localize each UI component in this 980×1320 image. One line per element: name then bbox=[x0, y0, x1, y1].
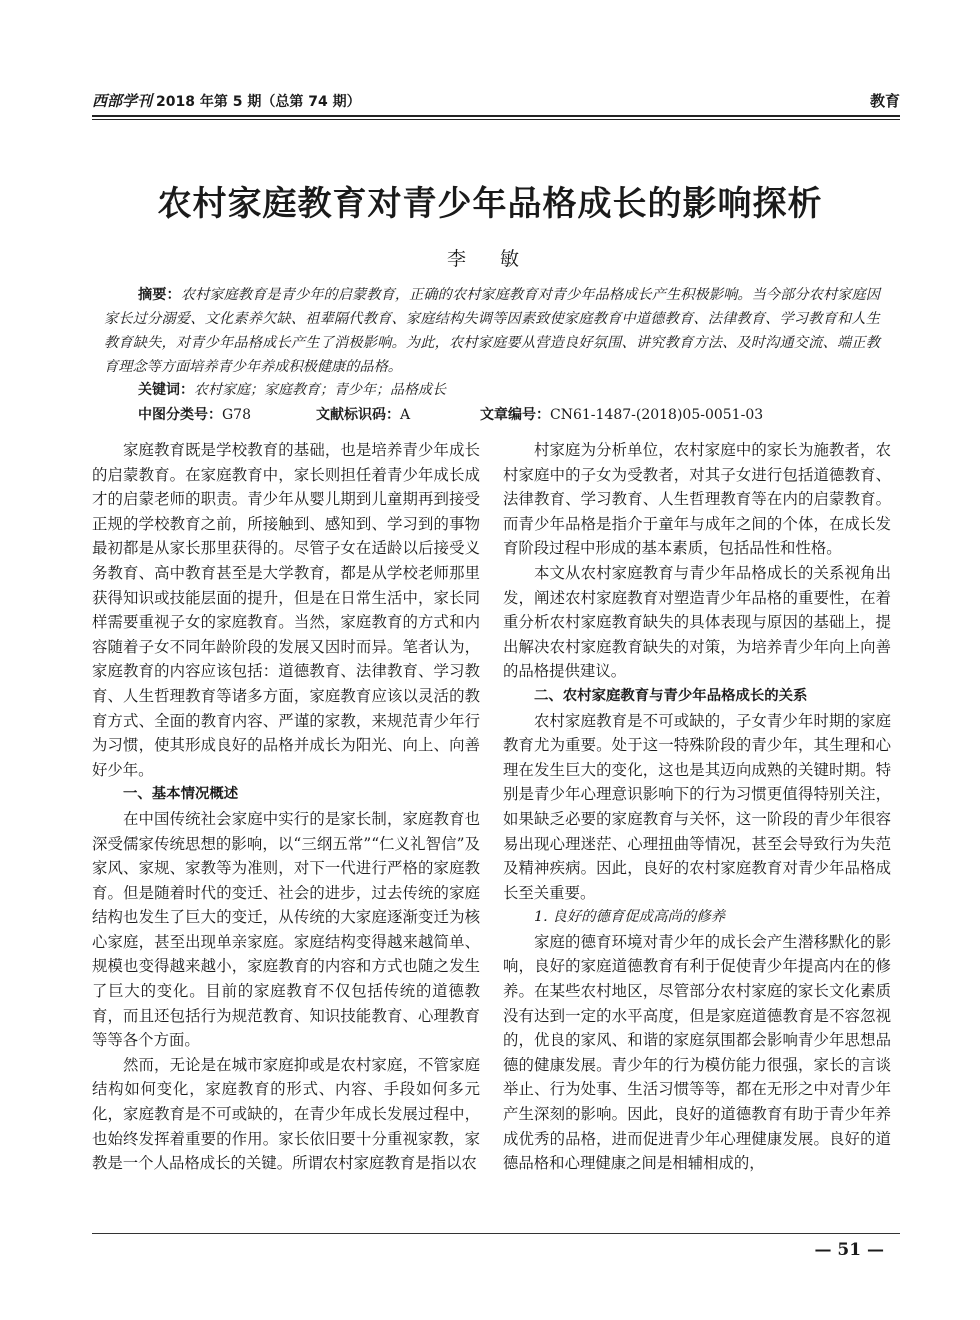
body-column-right bbox=[503, 438, 891, 1176]
keywords-label: 关键词： bbox=[138, 382, 194, 398]
section-label: 教育 bbox=[869, 92, 900, 110]
section-heading: 一、基本情况概述 bbox=[123, 786, 239, 803]
header-rule-thin bbox=[92, 119, 900, 120]
clc-number bbox=[138, 404, 251, 424]
paragraph: 农村家庭教育是不可或缺的，子女青少年时期的家庭教育尤为重要。处于这一特殊阶段的青少年，其生理和心理在发生巨大的变化，这也是其迈向成熟的关键时期。特别是青少年心理意识影响下的行为习惯更值得特别关注，如果缺乏必要的家庭教育与关怀，这一阶段的青少年很容易出现心理迷茫、心理扭曲等情况，甚至会导致行为失范及精神疾病。因此，良好的农村家庭教育对青少年品格成长至关重要。 bbox=[503, 711, 891, 902]
footer-rule bbox=[92, 1233, 900, 1234]
keywords-text: 农村家庭；家庭教育；青少年；品格成长 bbox=[194, 382, 446, 398]
journal-name: 西部学刊 bbox=[92, 92, 153, 110]
journal-issue bbox=[92, 90, 361, 111]
abstract-text: 农村家庭教育是青少年的启蒙教育，正确的农村家庭教育对青少年品格成长产生积极影响。当今部分农村家庭因家长过分溺爱、文化素养欠缺、祖辈隔代教育、家庭结构失调等因素致使家庭教育中道德教育、法律教育、学习教育和人生教育缺失，对青少年品格成长产生了消极影响。为此，农村家庭要从营造良好氛围、讲究教育方法、及时沟通交流、端正教育理念等方面培养青少年养成积极健康的品格。 bbox=[104, 287, 880, 375]
paragraph: 然而，无论是在城市家庭抑或是农村家庭，不管家庭结构如何变化，家庭教育的形式、内容、手段如何多元化，家庭教育是不可或缺的，在青少年成长发展过程中，也始终发挥着重要的作用。家长依旧要十分重视家教，家教是一个人品格成长的关键。所谓农村家庭教育是指以农 bbox=[92, 1055, 480, 1173]
paragraph: 家庭的德育环境对青少年的成长会产生潜移默化的影响，良好的家庭道德教育有利于促使青少年提高内在的修养。在某些农村地区，尽管部分农村家庭的家长文化素质没有达到一定的水平高度，但是家庭道德教育是不容忽视的，优良的家风、和谐的家庭氛围都会影响青少年思想品德的健康发展。青少年的行为模仿能力很强，家长的言谈举止、行为处事、生活习惯等等，都在无形之中对青少年产生深刻的影响。因此，良好的道德教育有助于青少年养成优秀的品格，进而促进青少年心理健康发展。良好的道德品格和心理健康之间是相辅相成的， bbox=[503, 932, 891, 1173]
article-number-value: CN61-1487-(2018)05-0051-03 bbox=[550, 407, 764, 423]
subsection-heading: 1. 良好的德育促成高尚的修养 bbox=[534, 909, 725, 926]
paragraph: 村家庭为分析单位，农村家庭中的家长为施教者，农村家庭中的子女为受教者，对其子女进行包括道德教育、法律教育、学习教育、人生哲理教育等在内的启蒙教育。而青少年品格是指介于童年与成年之间的个体，在成长发育阶段过程中形成的基本素质，包括品性和性格。 bbox=[503, 441, 891, 558]
article-author: 李 敏 bbox=[446, 248, 534, 270]
document-code-value: A bbox=[400, 407, 411, 423]
paragraph: 家庭教育既是学校教育的基础，也是培养青少年成长的启蒙教育。在家庭教育中，家长则担任着青少年成长成才的启蒙老师的职责。青少年从婴儿期到儿童期再到接受正规的学校教育之前，所接触到、感知到、学习到的事物最初都是从家长那里获得的。尽管子女在适龄以后接受义务教育、高中教育甚至是大学教育，都是从学校老师那里获得知识或技能层面的提升，但是在日常生活中，家长同样需要重视子女的家庭教育。当然，家庭教育的方式和内容随着子女不同年龄阶段的发展又因时而异。笔者认为，家庭教育的内容应该包括：道德教育、法律教育、学习教育、人生哲理教育等诸多方面，家庭教育应该以灵活的教育方式、全面的教育内容、严谨的家教，来规范青少年行为习惯，使其形成良好的品格并成长为阳光、向上、向善好少年。 bbox=[92, 441, 480, 779]
document-code bbox=[316, 404, 410, 424]
article-number-label: 文章编号： bbox=[480, 407, 550, 423]
clc-label: 中图分类号： bbox=[138, 407, 222, 423]
section-heading: 二、农村家庭教育与青少年品格成长的关系 bbox=[534, 687, 808, 704]
running-header bbox=[92, 88, 900, 114]
page-number: — 51 — bbox=[814, 1240, 884, 1260]
paragraph: 本文从农村家庭教育与青少年品格成长的关系视角出发，阐述农村家庭教育对塑造青少年品格的重要性，在着重分析农村家庭教育缺失的具体表现与原因的基础上，提出解决农村家庭教育缺失的对策，为培养青少年向上向善的品格提供建议。 bbox=[503, 563, 891, 681]
abstract bbox=[104, 283, 880, 379]
body-column-left bbox=[92, 438, 480, 1176]
keywords bbox=[138, 379, 446, 399]
paragraph: 在中国传统社会家庭中实行的是家长制，家庭教育也深受儒家传统思想的影响，以“三纲五常”“仁义礼智信”及家风、家规、家教等为准则，对下一代进行严格的家庭教育。但是随着时代的变迁、社会的进步，过去传统的家庭结构也发生了巨大的变迁，从传统的大家庭逐渐变迁为核心家庭，甚至出现单亲家庭。家庭结构变得越来越简单、规模也变得越来越小，家庭教育的内容和方式也随之发生了巨大的变化。目前的家庭教育不仅包括传统的道德教育，而且还包括行为规范教育、知识技能教育、心理教育等等各个方面。 bbox=[92, 809, 480, 1050]
issue-info: 2018 年第 5 期（总第 74 期） bbox=[156, 94, 361, 110]
article-number bbox=[480, 404, 763, 424]
header-rule bbox=[92, 115, 900, 117]
article-title: 农村家庭教育对青少年品格成长的影响探析 bbox=[157, 184, 823, 224]
clc-value: G78 bbox=[222, 407, 251, 423]
document-code-label: 文献标识码： bbox=[316, 407, 400, 423]
abstract-label: 摘要： bbox=[138, 287, 181, 303]
